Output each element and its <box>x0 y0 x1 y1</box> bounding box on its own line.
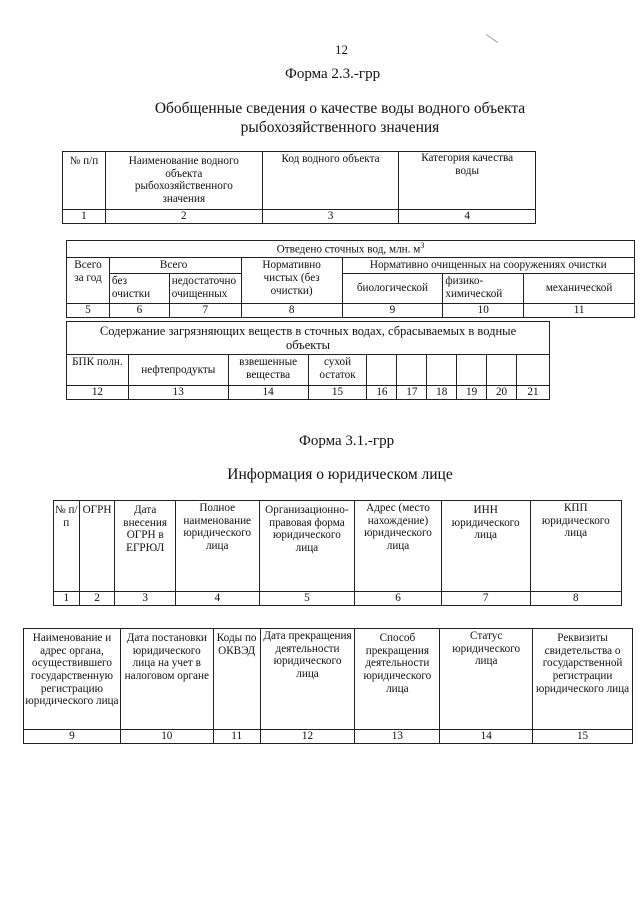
header-registration-certificate: Реквизиты свидетельства о государственной регистрации юридического лица <box>533 629 633 730</box>
column-number: 8 <box>241 304 342 318</box>
header-ogrn: ОГРН <box>79 501 115 592</box>
form-2-3-heading-line2: рыбохозяйственного значения <box>240 119 440 136</box>
column-number: 18 <box>427 386 457 400</box>
column-number: 17 <box>397 386 427 400</box>
column-number: 2 <box>79 592 115 606</box>
header-inn: ИНН юридического лица <box>441 501 530 592</box>
column-number: 12 <box>260 730 355 744</box>
column-number: 2 <box>105 210 262 224</box>
form-2-3-title: Форма 2.3.-грр <box>285 66 381 82</box>
header-without-cleaning: без очистки <box>109 274 169 304</box>
column-number: 10 <box>443 304 524 318</box>
header-insufficiently-cleaned: недостаточно очищенных <box>169 274 241 304</box>
water-object-table <box>62 151 536 224</box>
column-number: 21 <box>517 386 550 400</box>
column-number: 7 <box>441 592 530 606</box>
empty-header <box>517 355 550 386</box>
header-mechanical: механической <box>524 274 635 304</box>
empty-header <box>397 355 427 386</box>
header-water-object-name: Наименование водного объекта рыбохозяйственного значения <box>105 152 262 210</box>
header-normative-cleaned: Нормативно очищенных на сооружениях очистки <box>342 258 634 274</box>
empty-header <box>427 355 457 386</box>
column-number: 7 <box>169 304 241 318</box>
header-normative-clean: Нормативно чистых (без очистки) <box>241 258 342 304</box>
empty-header <box>367 355 397 386</box>
column-number: 5 <box>259 592 355 606</box>
header-tax-registration-date: Дата постановки юридического лица на учет в налоговом органе <box>120 629 213 730</box>
column-number: 1 <box>54 592 80 606</box>
header-water-quality-category: Категория качества воды <box>399 152 536 210</box>
wastewater-title: Отведено сточных вод, млн. $м^3$ <box>67 241 635 258</box>
pollutants-table <box>66 321 550 400</box>
header-physchem: физико-химической <box>443 274 524 304</box>
empty-header <box>487 355 517 386</box>
header-legal-form: Организационно-правовая форма юридического лица <box>259 501 355 592</box>
column-number: 1 <box>63 210 106 224</box>
header-number: № п/п <box>54 501 80 592</box>
form-3-1-title: Форма 3.1.-грр <box>299 433 395 449</box>
header-termination-date: Дата прекращения деятельности юридического лица <box>260 629 355 730</box>
header-ogrn-date: Дата внесения ОГРН в ЕГРЮЛ <box>115 501 176 592</box>
column-number: 5 <box>67 304 110 318</box>
column-number: 4 <box>175 592 259 606</box>
column-number: 11 <box>213 730 260 744</box>
column-number: 11 <box>524 304 635 318</box>
header-bpk: БПК полн. <box>67 355 129 386</box>
header-full-name: Полное наименование юридического лица <box>175 501 259 592</box>
column-number: 3 <box>115 592 176 606</box>
header-water-object-code: Код водного объекта <box>262 152 399 210</box>
column-number: 19 <box>457 386 487 400</box>
column-number: 12 <box>67 386 129 400</box>
column-number: 20 <box>487 386 517 400</box>
header-biological: биологической <box>342 274 443 304</box>
pollutants-title: Содержание загрязняющих веществ в сточных водах, сбрасываемых в водные объекты <box>67 322 550 355</box>
column-number: 10 <box>120 730 213 744</box>
header-okved-codes: Коды по ОКВЭД <box>213 629 260 730</box>
header-kpp: КПП юридического лица <box>530 501 621 592</box>
column-number: 16 <box>367 386 397 400</box>
header-total: Всего <box>109 258 241 274</box>
header-suspended-solids: взвешенные вещества <box>228 355 308 386</box>
column-number: 6 <box>109 304 169 318</box>
column-number: 13 <box>355 730 440 744</box>
legal-entity-table-1 <box>53 500 622 606</box>
column-number: 9 <box>342 304 443 318</box>
column-number: 3 <box>262 210 399 224</box>
column-number: 15 <box>533 730 633 744</box>
column-number: 14 <box>228 386 308 400</box>
header-termination-method: Способ прекращения деятельности юридического лица <box>355 629 440 730</box>
column-number: 15 <box>308 386 367 400</box>
header-registration-authority: Наименование и адрес органа, осуществившего государственную регистрацию юридического лица <box>24 629 121 730</box>
header-oil-products: нефтепродукты <box>128 355 228 386</box>
form-2-3-heading-line1: Обобщенные сведения о качестве воды водного объекта <box>154 100 526 117</box>
form-3-1-heading: Информация о юридическом лице <box>227 466 453 483</box>
wastewater-table <box>66 240 635 318</box>
column-number: 6 <box>355 592 442 606</box>
scan-mark <box>486 34 498 43</box>
column-number: 8 <box>530 592 621 606</box>
header-number: № п/п <box>63 152 106 210</box>
header-dry-residue: сухой остаток <box>308 355 367 386</box>
column-number: 13 <box>128 386 228 400</box>
column-number: 4 <box>399 210 536 224</box>
header-total-per-year: Всего за год <box>67 258 110 304</box>
column-number: 9 <box>24 730 121 744</box>
header-address: Адрес (место нахождение) юридического лица <box>355 501 442 592</box>
empty-header <box>457 355 487 386</box>
page-number: 12 <box>335 42 348 57</box>
legal-entity-table-2 <box>23 628 633 744</box>
header-status: Статус юридического лица <box>440 629 533 730</box>
column-number: 14 <box>440 730 533 744</box>
